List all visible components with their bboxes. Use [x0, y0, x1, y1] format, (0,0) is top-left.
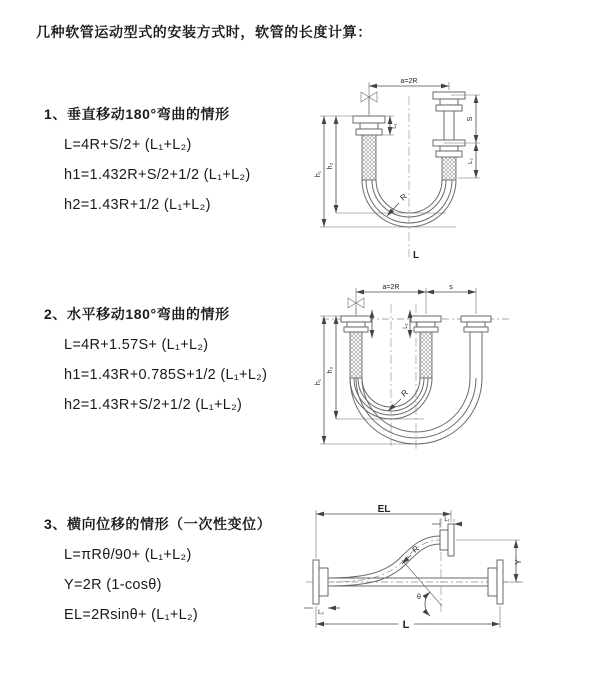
radius-label: R: [410, 543, 421, 555]
dimension-h2: [327, 116, 446, 213]
dimension-s: [426, 284, 476, 292]
dim-label-h2: h₂: [327, 162, 334, 170]
dim-label-l1: L₁: [392, 123, 398, 129]
dimension-h2: [327, 316, 424, 419]
dimension-l1: [432, 517, 462, 528]
pipe-right: [470, 332, 482, 378]
formula-block: [44, 130, 251, 220]
dim-label-a: a=2R: [382, 284, 400, 291]
dim-label-l2: L₂: [468, 158, 474, 164]
flange-right-raised: [440, 524, 454, 556]
section-lateral-displacement: [44, 514, 271, 630]
section-vertical-movement: [44, 104, 251, 220]
formula-block: [44, 540, 271, 630]
braided-hose-left: [362, 135, 376, 180]
pipe-right: [444, 111, 454, 140]
flange-right: [461, 316, 491, 332]
section-horizontal-movement: [44, 304, 267, 420]
angle-label: θ: [417, 594, 421, 601]
dimension-h1: [315, 316, 416, 444]
dim-label-l1: L₁: [403, 323, 409, 329]
dim-label-s: s: [449, 284, 453, 291]
dim-label-h2: h₂: [327, 366, 334, 374]
page-title: 几种软管运动型式的安装方式时，软管的长度计算：: [36, 24, 372, 40]
section-heading: 1、垂直移动180°弯曲的情形: [44, 106, 230, 122]
dim-label-y: Y: [514, 559, 523, 565]
flange-left: [341, 316, 371, 332]
section-heading: 2、水平移动180°弯曲的情形: [44, 306, 230, 322]
radius-label: R: [399, 387, 410, 399]
radius-label: R: [398, 191, 409, 203]
dimension-l: [316, 606, 500, 631]
formula-h1: h1=1.43R+0.785S+1/2 (L₁+L₂): [64, 367, 268, 383]
braided-hose-left: [350, 332, 362, 378]
braided-hose-right: [442, 157, 456, 180]
length-label: L: [413, 250, 420, 261]
dim-label-h1: h₁: [315, 378, 322, 386]
flange-left: [353, 116, 385, 135]
dim-label-el: EL: [377, 504, 391, 515]
dimension-l2: [458, 143, 480, 178]
formula-length: L=4R+S/2+ (L₁+L₂): [64, 137, 192, 153]
angle-callout: [402, 560, 442, 616]
formula-el: EL=2Rsinθ+ (L₁+L₂): [64, 607, 199, 623]
flange-right-lower: [488, 560, 503, 604]
formula-length: L=4R+1.57S+ (L₁+L₂): [64, 337, 209, 353]
diagram-horizontal-180-bend: [314, 278, 519, 454]
dim-label-h1: h₁: [315, 170, 322, 178]
flange-left: [313, 560, 328, 604]
braided-hose-middle: [420, 332, 432, 378]
dim-label-a: a=2R: [400, 78, 418, 85]
formula-length: L=πRθ/90+ (L₁+L₂): [64, 547, 192, 563]
dim-label-l1: L₁: [444, 517, 450, 523]
formula-h1: h1=1.432R+S/2+1/2 (L₁+L₂): [64, 167, 251, 183]
formula-y: Y=2R (1-cosθ): [64, 577, 162, 593]
formula-h2: h2=1.43R+S/2+1/2 (L₁+L₂): [64, 397, 243, 413]
diagram-vertical-180-bend: [306, 70, 518, 262]
dim-label-l: L: [402, 619, 410, 631]
dim-label-l2: L₂: [318, 610, 324, 616]
dimension-l2: [304, 608, 340, 616]
dimension-el: [316, 504, 451, 558]
formula-h2: h2=1.43R+1/2 (L₁+L₂): [64, 197, 211, 213]
diagram-lateral-displacement: [298, 502, 535, 635]
dim-label-s: S: [467, 116, 474, 122]
formula-block: [44, 330, 267, 420]
flange-right-lower: [433, 140, 465, 157]
flange-middle: [411, 316, 441, 332]
section-heading: 3、横向位移的情形（一次性变位）: [44, 516, 272, 532]
